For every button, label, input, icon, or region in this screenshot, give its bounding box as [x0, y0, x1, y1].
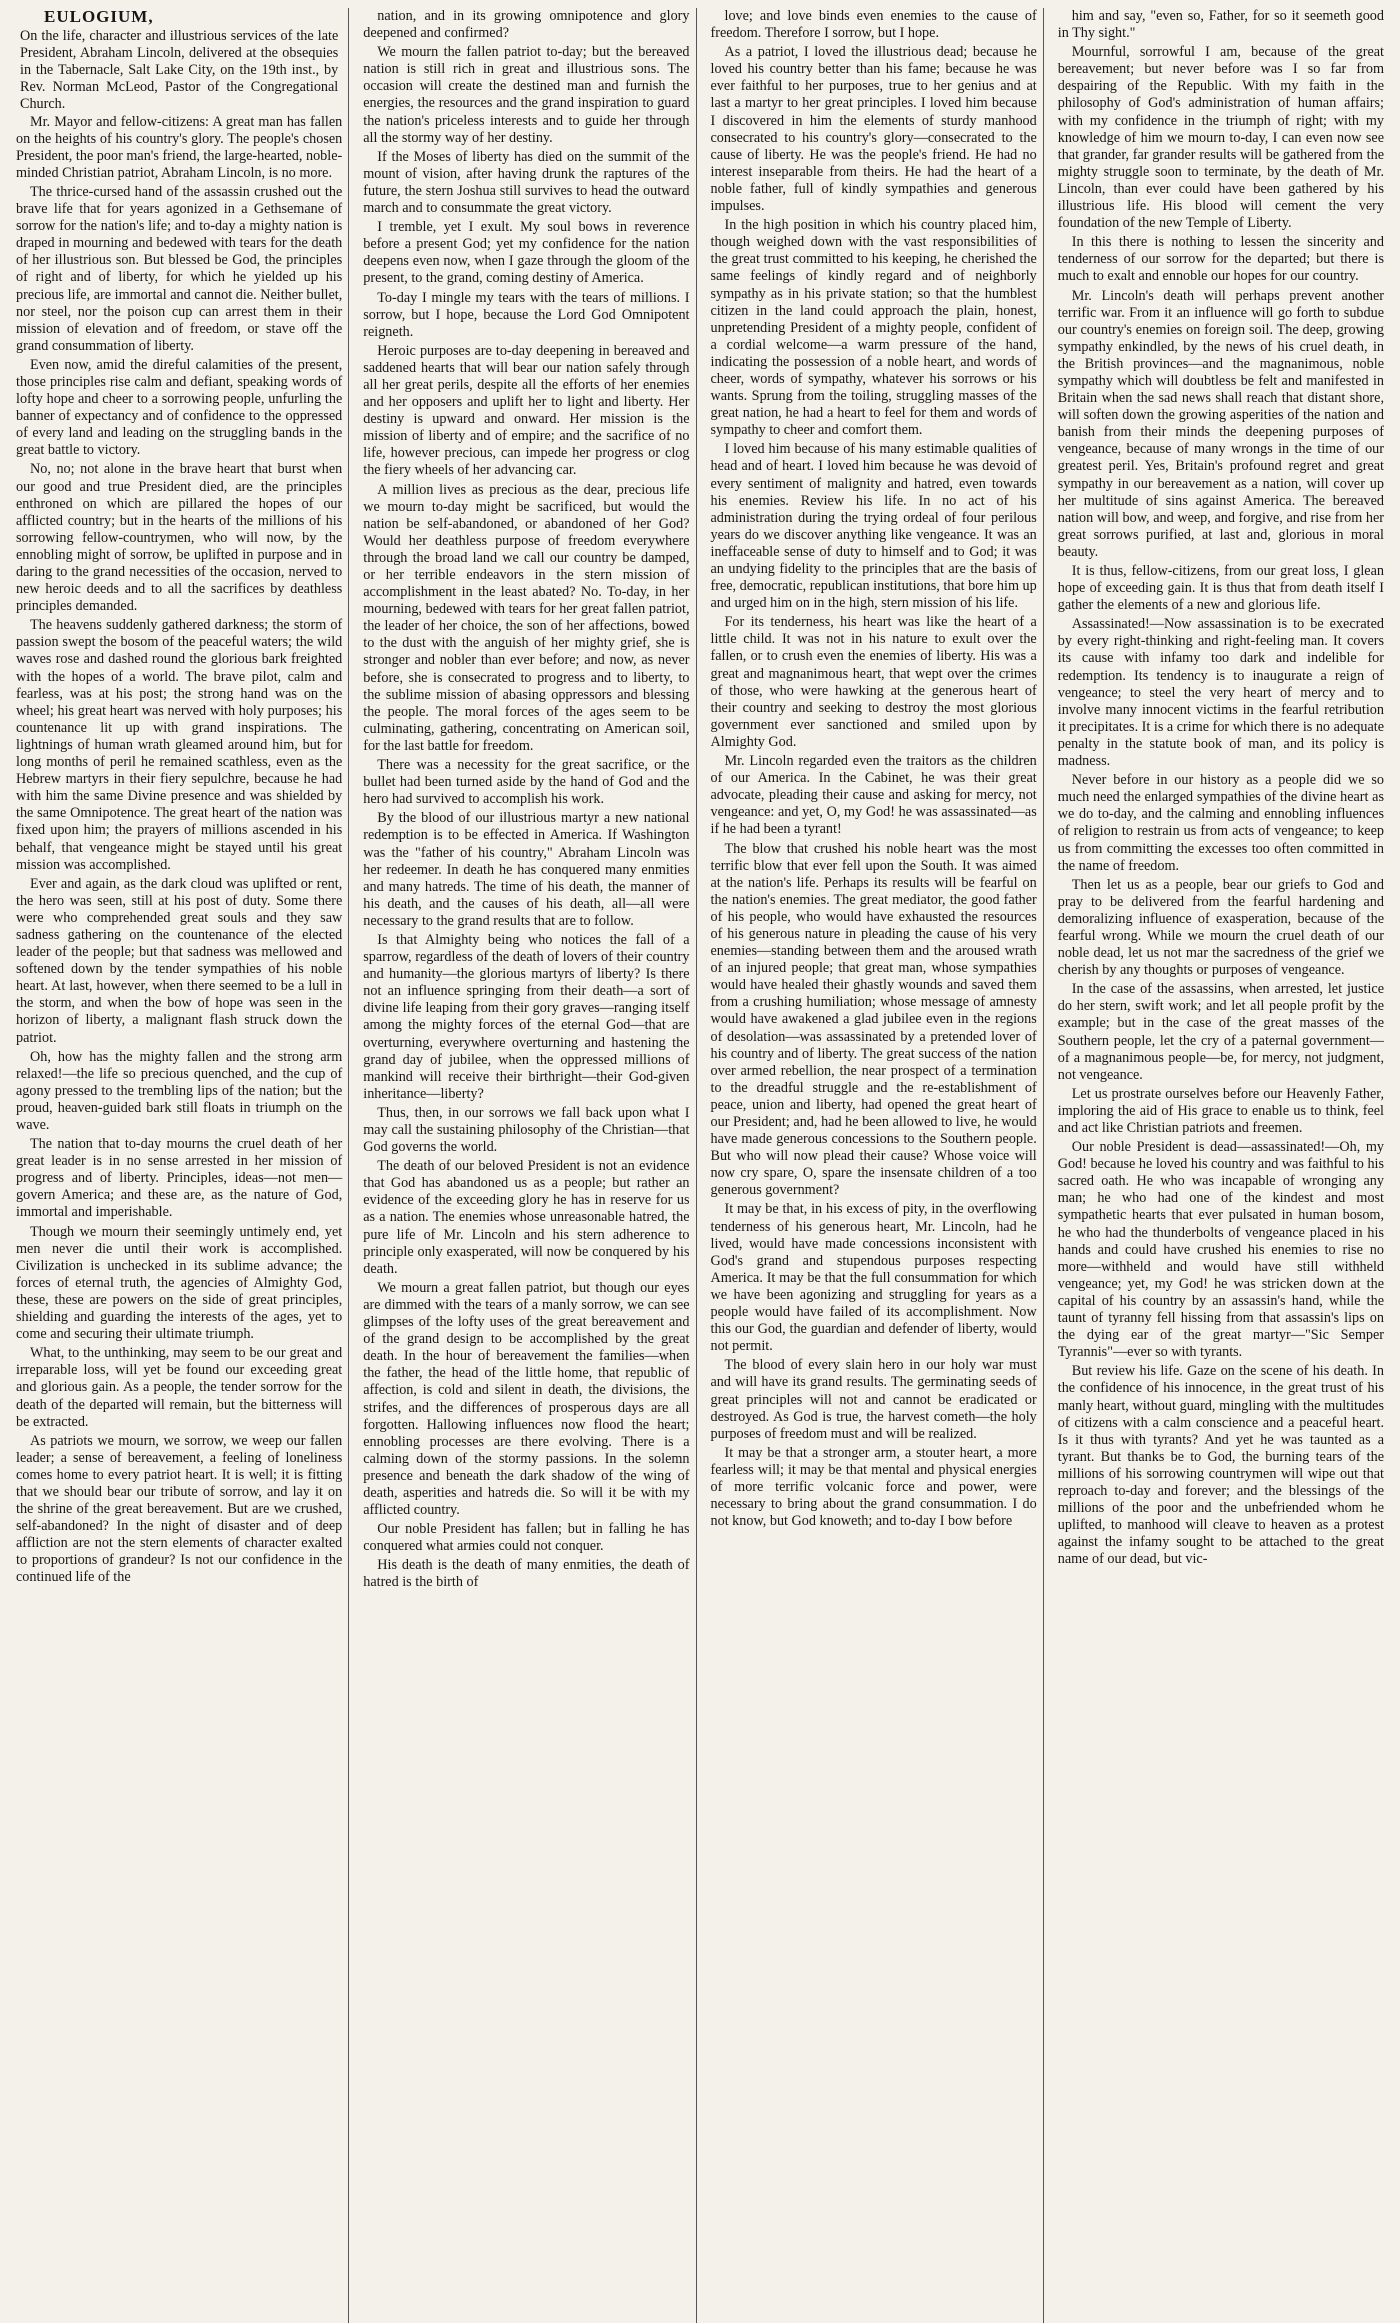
paragraph: His death is the death of many enmities, the death of hatred is the birth of: [363, 1557, 690, 1591]
paragraph: The blood of every slain hero in our holy war must and will have its grand results. The germinating seeds of great principles will not and cannot be eradicated or destroyed. As God is true, the harvest cometh—the holy purposes of freedom must and will be realized.: [710, 1357, 1037, 1442]
paragraph: love; and love binds even enemies to the cause of freedom. Therefore I sorrow, but I hope.: [710, 8, 1037, 42]
paragraph: Ever and again, as the dark cloud was uplifted or rent, the hero was seen, still at his post of duty. Some there were who comprehended great souls and they saw sadness gathering on the countenance of the elected leader of the people; but that sadness was mellowed and softened down by the tender sympathies of his noble heart. At last, however, when there seemed to be a lull in the storm, and when the bow of hope was seen in the horizon of liberty, a malignant flash struck down the patriot.: [16, 875, 343, 1046]
paragraph: Mournful, sorrowful I am, because of the great bereavement; but never before was I so far from despairing of the Republic. With my faith in the philosophy of God's administration of human affairs; with my confidence in the triumph of right; with my knowledge of him we mourn to-day, I can even now see that grander, far grander results will be gathered from the mighty struggle soon to terminate, by the death of Mr. Lincoln, than ever could have been gathered by his illustrious life. His blood will cement the very foundation of the new Temple of Liberty.: [1057, 44, 1384, 232]
column-3: [705, 8, 1044, 2323]
paragraph: Our noble President has fallen; but in falling he has conquered what armies could not conquer.: [363, 1521, 690, 1555]
paragraph: Even now, amid the direful calamities of the present, those principles rise calm and defiant, speaking words of lofty hope and cheer to a sorrowing people, unfurling the banner of expectancy and of confidence to the oppressed of every land and leading on the struggling bands in the great battle to victory.: [16, 356, 343, 459]
paragraph: In the case of the assassins, when arrested, let justice do her stern, swift work; and let all people profit by the example; but in the case of the great masses of the Southern people, let the cry of a paternal government—of a magnanimous people—be, for mercy, not judgment, not vengeance.: [1057, 981, 1384, 1083]
paragraph: Mr. Lincoln's death will perhaps prevent another terrific war. From it an influence will go forth to subdue our country's enemies on foreign soil. The deep, growing sympathy enkindled, by the news of his cruel death, in the British provinces—and the magnanimous, noble sympathy which will doubtless be felt and manifested in Britain when the sad news shall reach that distant shore, will soften down the growing asperities of the nation and banish from their minds the deepening purposes of vengeance, because of many wrongs in the time of our greatest peril. Yes, Britain's profound regret and great sympathy in our bereavement as a nation, will cover up her multitude of sins against America. The bereaved nation will bow, and weep, and forgive, and rise from her great sorrows purified, at last and, glorious in moral beauty.: [1057, 287, 1384, 560]
paragraph: If the Moses of liberty has died on the summit of the mount of vision, after having drunk the raptures of the future, the stern Joshua still survives to head the outward march and to consummate the great victory.: [363, 148, 690, 217]
paragraph: There was a necessity for the great sacrifice, or the bullet had been turned aside by the hand of God and the hero had survived to accomplish his work.: [363, 757, 690, 808]
paragraph: The blow that crushed his noble heart was the most terrific blow that ever fell upon the South. It was aimed at the nation's life. Perhaps its results will be fearful on the nation's enemies. The great mediator, the good father of his people, who would have exhausted the resources of his generous nature in pleading the cause of his very enemies—standing between them and the aroused wrath of an injured people; that great man, whose sympathies would have healed their ghastly wounds and saved them from a crushing humiliation; whose message of amnesty would have awakened a glad jubilee even in the regions of desolation—was assassinated by a pretended lover of his country and of liberty. The great success of the nation over armed rebellion, the near prospect of a termination to the dreadful struggle and the re-establishment of peace, union and liberty, had opened the great heart of our President; and, had he been allowed to live, he would have made generous concessions to the Southern people. But who will now plead their cause? Whose voice will now cry spare, O, spare the insensate children of a too generous government?: [710, 840, 1037, 1199]
column-body: [16, 114, 342, 1587]
paragraph: Assassinated!—Now assassination is to be execrated by every right-thinking and right-feeling man. It covers its cause with infamy too dark and indelible for redemption. Its tendency is to inaugurate a reign of vengeance; to steel the very heart of mercy and to involve many innocent victims in the fearful retribution it precipitates. It is a crime for which there is no adequate penalty in the statute book of man, and its policy is madness.: [1057, 616, 1384, 770]
paragraph: The death of our beloved President is not an evidence that God has abandoned us as a people; but rather an evidence of the exceeding glory he has in reserve for us as a nation. The enemies whose unreasonable hatred, the pure life of Mr. Lincoln and his stern adherence to principle only exasperated, will now be conquered by his death.: [363, 1158, 690, 1277]
article-subtitle: On the life, character and illustrious services of the late President, Abraham Lincoln, delivered at the obsequies in the Tabernacle, Salt Lake City, on the 19th inst., by Rev. Norman McLeod, Pastor of the Congregational Church.: [20, 28, 339, 113]
paragraph: It is thus, fellow-citizens, from our great loss, I glean hope of exceeding gain. It is thus that from death itself I gather the elements of a new and glorious life.: [1057, 563, 1384, 614]
paragraph: Mr. Mayor and fellow-citizens: A great man has fallen on the heights of his country's glory. The people's chosen President, the poor man's friend, the large-hearted, noble-minded Christian patriot, Abraham Lincoln, is no more.: [16, 113, 343, 181]
paragraph: Though we mourn their seemingly untimely end, yet men never die until their work is accomplished. Civilization is unchecked in its sublime advance; the forces of eternal truth, the agencies of Almighty God, these, these are powers on the side of great principles, shielding and guarding the interests of the ages, yet to come and securing their ultimate triumph.: [16, 1223, 343, 1343]
paragraph: We mourn a great fallen patriot, but though our eyes are dimmed with the tears of a manly sorrow, we can see glimpses of the lofty uses of the great bereavement and of the grand design to be accomplished by the great death. In the hour of bereavement the families—when the father, the head of the little home, that republic of affection, is cold and silent in death, the divisions, the strifes, and the differences of prosperous days are all forgotten. Hallowing influences now flood the heart; ennobling processes are there evolving. There is a calming down of the stormy passions. In the solemn presence and beneath the dark shadow of the wing of death, asperities and hatreds die. So will it be with my afflicted country.: [363, 1279, 690, 1519]
column-body: [1058, 8, 1384, 1568]
column-2: [357, 8, 696, 2323]
paragraph: As patriots we mourn, we sorrow, we weep our fallen leader; a sense of bereavement, a feeling of loneliness comes home to every patriot heart. It is well; it is fitting that we should bear our tribute of sorrow, and lay it on the shrine of the great bereavement. But are we crushed, self-abandoned? In the night of disaster and of deep affliction are not the stern elements of character exalted to proportions of grandeur? Is not our confidence in the continued life of the: [16, 1432, 343, 1586]
paragraph: Heroic purposes are to-day deepening in bereaved and saddened hearts that will bear our nation safely through all her great perils, despite all the efforts of her enemies and her opposers and uplift her to light and liberty. Her destiny is upward and onward. Her mission is the mission of liberty and of empire; and the sacrifice of no life, however precious, can impede her progress or clog the fiery wheels of her advancing car.: [363, 342, 690, 479]
paragraph: Is that Almighty being who notices the fall of a sparrow, regardless of the death of lovers of their country and humanity—the glorious martyrs of liberty? Is there not an influence springing from their death—a sort of divine life leaping from their gory graves—ranging itself among the mighty forces of the eternal God—that are overturning, everywhere overturning and hastening the grand day of jubilee, when the oppressed millions of mankind will receive their birthright—their God-given inheritance—liberty?: [363, 931, 690, 1102]
paragraph: him and say, "even so, Father, for so it seemeth good in Thy sight.": [1057, 8, 1384, 42]
paragraph: Thus, then, in our sorrows we fall back upon what I may call the sustaining philosophy of the Christian—that God governs the world.: [363, 1104, 690, 1156]
paragraph: The nation that to-day mourns the cruel death of her great leader is in no sense arrested in her mission of progress and of liberty. Principles, ideas—not men—govern America; and these are, as the nature of God, immortal and imperishable.: [16, 1136, 343, 1221]
paragraph: In this there is nothing to lessen the sincerity and tenderness of our sorrow for the departed; but there is much to exalt and ennoble our hopes for our country.: [1057, 234, 1384, 285]
paragraph: I tremble, yet I exult. My soul bows in reverence before a present God; yet my confidence for the nation deepens even now, when I gaze through the gloom of the present, to the grand, coming destiny of America.: [363, 219, 690, 287]
paragraph: A million lives as precious as the dear, precious life we mourn to-day might be sacrificed, but would the nation be self-abandoned, or abandoned of her God? Would her deathless purpose of freedom everywhere through the broad land we call our country be damped, or her terrible endeavors in the stern mission of accomplishment in the least abated? No. To-day, in her mourning, bedewed with tears for her great fallen patriot, the leader of her choice, the son of her affections, bowed to the dust with the anguish of her mighty grief, she is stronger and nobler than ever before; and now, as never before, she is consecrated to progress and to liberty, to the sublime mission of abasing oppressors and blessing the people. The moral forces of the ages seem to be culminating, gathering, concentrating on American soil, for the last battle for freedom.: [363, 481, 690, 754]
paragraph: No, no; not alone in the brave heart that burst when our good and true President died, are the principles enthroned on which are pillared the hopes of our afflicted country; but in the hearts of the millions of his sorrowing fellow-countrymen, who will now, by the ennobling might of sorrow, be uplifted in purpose and in daring to the grand necessities of the occasion, nerved to new heroic deeds and to all the sacrifices by deathless principles demanded.: [16, 461, 343, 615]
paragraph: It may be that a stronger arm, a stouter heart, a more fearless will; it may be that mental and physical energies of more terrific volcanic force and power, were necessary to bring about the grand consummation. I do not know, but God knoweth; and to-day I bow before: [710, 1444, 1037, 1530]
column-body: [711, 8, 1037, 1530]
paragraph: nation, and in its growing omnipotence and glory deepened and confirmed?: [363, 8, 690, 42]
paragraph: Oh, how has the mighty fallen and the strong arm relaxed!—the life so precious quenched, and the cup of agony pressed to the trembling lips of the nation; but the proud, heaven-guided bark still floats in triumph on the wave.: [16, 1048, 343, 1133]
column-4: [1052, 8, 1390, 2323]
paragraph: Let us prostrate ourselves before our Heavenly Father, imploring the aid of His grace to enable us to think, feel and act like Christian patriots and freemen.: [1057, 1085, 1384, 1136]
paragraph: As a patriot, I loved the illustrious dead; because he loved his country better than his fame; because he was ever faithful to her purposes, true to her genius and at last a martyr to her great principles. I loved him because I discovered in him the elements of sturdy manhood consecrated to his country's glory—consecrated to the cause of liberty. He was the people's friend. He had no interest inseparable from theirs. He had the heart of a noble father, full of kindly sympathies and generous impulses.: [710, 44, 1037, 215]
paragraph: Our noble President is dead—assassinated!—Oh, my God! because he loved his country and was faithful to his sacred oath. He who was incapable of wronging any man; he who had one of the kindest and most sympathetic hearts that ever pulsated in human bosom, he who had the thunderbolts of vengeance placed in his hands and could have crushed his enemies to rise no more—withheld and would have still withheld vengeance; yet, my God! he was stricken down at the capital of his country by an assassin's hand, while the taunt of tyranny fell hissing from that assassin's lips on the dying ear of the great martyr—"Sic Semper Tyrannis"—ever so with tyrants.: [1057, 1139, 1384, 1361]
paragraph: The thrice-cursed hand of the assassin crushed out the brave life that for years agonized in a Gethsemane of sorrow for the nation's life; and to-day a mighty nation is draped in mourning and bedewed with tears for the death of her illustrious son. But blessed be God, the principles of right and of liberty, for which he yielded up his precious life, are immortal and cannot die. Neither bullet, nor steel, nor the poison cup can arrest them in their mission of elevation and of freedom, or stave off the grand consummation of liberty.: [16, 183, 343, 354]
paragraph: For its tenderness, his heart was like the heart of a little child. It was not in his nature to exult over the fallen, or to crush even the enemies of liberty. His was a great and magnanimous heart, that wept over the crimes of those, who were hawking at the generous heart of their country and seeking to destroy the most glorious government ever sanctioned and smiled upon by Almighty God.: [710, 614, 1037, 750]
paragraph: But review his life. Gaze on the scene of his death. In the confidence of his innocence, in the great trust of his manly heart, without guard, mingling with the multitudes of citizens with a calm conscience and a peaceful heart. Is it thus with tyrants? And yet he was taunted as a tyrant. But thanks be to God, the burning tears of the millions of his sorrowing countrymen will wipe out that reproach to-day and forever; and the blessings of the millions of the poor and the unbefriended whom he uplifted, to manhood will cleave to heaven as a protest against the infamy sought to be attached to the great name of our dead, but vic-: [1057, 1363, 1384, 1568]
paragraph: We mourn the fallen patriot to-day; but the bereaved nation is still rich in great and illustrious sons. The occasion will create the destined man and furnish the energies, the resources and the grand inspiration to guard the nation's priceless interests and to guide her through all the stormy way of her destiny.: [363, 44, 690, 146]
paragraph: Mr. Lincoln regarded even the traitors as the children of our America. In the Cabinet, he was their great advocate, pleading their cause and asking for mercy, not vengeance: and yet, O, my God! he was assassinated—as if he had been a tyrant!: [710, 753, 1037, 838]
paragraph: What, to the unthinking, may seem to be our great and irreparable loss, will yet be found our exceeding great and glorious gain. As a people, the tender sorrow for the death of the departed will remain, but the bitterness will be extracted.: [16, 1345, 343, 1430]
paragraph: By the blood of our illustrious martyr a new national redemption is to be effected in America. If Washington was the "father of his country," Abraham Lincoln was her redeemer. In death he has conquered many enmities and many hatreds. The time of his death, the manner of his death, and the causes of his death, all—all were necessary to the grand results that are to follow.: [363, 810, 690, 929]
paragraph: It may be that, in his excess of pity, in the overflowing tenderness of his generous heart, Mr. Lincoln, had he lived, would have made concessions inconsistent with God's grand and stupendous purposes respecting America. It may be that the full consummation for which we have been agonizing and struggling for years as a people would have failed of its accomplishment. Now this our God, the guardian and defender of liberty, would not permit.: [710, 1201, 1037, 1355]
paragraph: The heavens suddenly gathered darkness; the storm of passion swept the bosom of the peaceful waters; the wild waves rose and dashed round the glorious bark freighted with the hopes of a world. The brave pilot, calm and fearless, was at his post; the strong hand was on the wheel; his great heart was nerved with holy purposes; his countenance lit up with grand inspirations. The lightnings of human wrath gleamed around him, but for long months of peril he remained scathless, even as the Hebrew martyrs in their fiery sepulchre, because he had with him the same Divine presence and was shielded by the same Omnipotence. The great heart of the nation was fixed upon him; the prayers of millions ascended in his behalf, that vengeance might be stayed until his great mission was accomplished.: [16, 617, 343, 873]
paragraph: To-day I mingle my tears with the tears of millions. I sorrow, but I hope, because the Lord God Omnipotent reigneth.: [363, 289, 690, 340]
column-1: [10, 8, 349, 2323]
paragraph: In the high position in which his country placed him, though weighed down with the vast responsibilities of the great trust committed to his keeping, he cherished the same feelings of kindly regard and of neighborly sympathy as in his private station; so that the humblest citizen in the land could approach the plain, honest, unpretending President of a mighty people, confident of a cordial welcome—a warm pressure of the hand, indicating the possession of a noble heart, and words of cheer, words of sympathy, whatever his sorrows or his wants. Sprung from the toiling, struggling masses of the great nation, he had a heart to feel for them and words of sympathy to cheer and comfort them.: [710, 217, 1037, 439]
article-title: EULOGIUM,: [44, 8, 154, 26]
paragraph: Then let us as a people, bear our griefs to God and pray to be delivered from the fearful hardening and demoralizing influence of exasperation, because of the fearful wrong. While we mourn the cruel death of our noble dead, let us not mar the sacredness of the grief we cherish by any thoughts or purposes of vengeance.: [1057, 876, 1384, 979]
paragraph: Never before in our history as a people did we so much need the enlarged sympathies of the divine heart as we do to-day, and the calming and ennobling influences of religion to restrain us from acts of vengeance; to keep us from committing the excesses too often committed in the name of freedom.: [1057, 772, 1384, 874]
column-body: [363, 8, 689, 1592]
paragraph: I loved him because of his many estimable qualities of head and of heart. I loved him because he was devoid of every sentiment of malignity and hatred, even towards his enemies. Review his life. In no act of his administration during the trying ordeal of four perilous years do we discover anything like vengeance. It was an ineffaceable sense of duty to himself and to God; it was an undying fidelity to the principles that are the basis of free, democratic, republican institutions, that bore him up and urged him on in the high, stern mission of his life.: [710, 441, 1037, 612]
